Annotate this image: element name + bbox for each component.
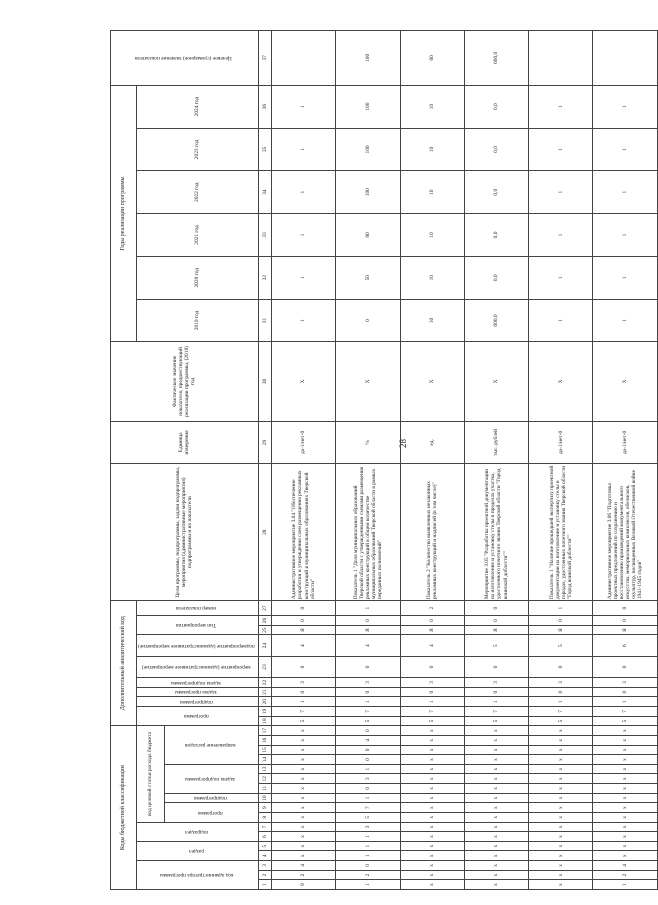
code-cell: х bbox=[593, 841, 657, 851]
code-cell: х bbox=[400, 870, 464, 880]
code-cell: 3 bbox=[593, 678, 657, 688]
col-number: 20 bbox=[258, 697, 271, 707]
code-cell: х bbox=[400, 813, 464, 823]
code-cell: 1 bbox=[529, 697, 593, 707]
year-value-cell: 1 bbox=[529, 128, 593, 171]
code-cell: 7 bbox=[593, 707, 657, 717]
year-value-cell: 1 bbox=[271, 85, 335, 128]
code-cell: х bbox=[529, 745, 593, 755]
code-cell: 0 bbox=[336, 784, 400, 794]
code-cell: 4 bbox=[336, 736, 400, 746]
code-cell: х bbox=[593, 851, 657, 861]
code-cell: 2 bbox=[593, 870, 657, 880]
code-cell: х bbox=[464, 870, 528, 880]
code-cell: х bbox=[400, 841, 464, 851]
section-header: раздел bbox=[188, 848, 204, 855]
code-cell: 9 bbox=[271, 880, 335, 890]
code-cell: х bbox=[400, 784, 464, 794]
code-cell: х bbox=[464, 726, 528, 736]
col-number: 23 bbox=[258, 656, 271, 677]
code-cell: х bbox=[464, 755, 528, 765]
code-cell: 3 bbox=[336, 822, 400, 832]
target-value-cell bbox=[593, 31, 657, 86]
code-cell: х bbox=[464, 861, 528, 871]
col-number: 21 bbox=[258, 687, 271, 697]
code-cell: х bbox=[529, 861, 593, 871]
code-cell: х bbox=[464, 745, 528, 755]
code-cell: х bbox=[529, 880, 593, 890]
code-cell: х bbox=[593, 793, 657, 803]
code-cell: 4 bbox=[271, 861, 335, 871]
code-cell: х bbox=[271, 736, 335, 746]
year-value-cell: 1 bbox=[593, 85, 657, 128]
col-number: 12 bbox=[258, 774, 271, 784]
add-task-program-header: задача программы bbox=[175, 689, 218, 696]
code-cell: х bbox=[593, 774, 657, 784]
subsection-header: подраздел bbox=[184, 828, 208, 835]
code-cell: х bbox=[593, 755, 657, 765]
col-number: 2 bbox=[258, 870, 271, 880]
add-task-subprogram-header: задача подпрограммы bbox=[171, 679, 222, 686]
row-description: Административное мероприятие 3.04 "Обеспечение разработки и утверждения схем размещения рекламных конструкций в муниципальных образованиях Тверской области" bbox=[271, 464, 335, 601]
code-cell: 4 bbox=[400, 635, 464, 656]
code-cell: 4 bbox=[336, 635, 400, 656]
code-cell: х bbox=[593, 803, 657, 813]
code-cell: х bbox=[464, 803, 528, 813]
year-value-cell: 0,0 bbox=[464, 128, 528, 171]
code-cell: 0 bbox=[529, 687, 593, 697]
code-cell: 5 bbox=[336, 716, 400, 726]
col-number: 19 bbox=[258, 707, 271, 717]
col-number: 4 bbox=[258, 851, 271, 861]
year-value-cell: 1 bbox=[529, 299, 593, 342]
year-value-cell: 1 bbox=[271, 171, 335, 214]
year-value-cell: 10 bbox=[400, 214, 464, 257]
budget-codes-header: Коды бюджетной классификации bbox=[111, 726, 137, 890]
year-value-cell: 0,0 bbox=[464, 256, 528, 299]
code-cell: х bbox=[593, 832, 657, 842]
code-cell: 0 bbox=[336, 861, 400, 871]
actual-value-cell: Х bbox=[336, 342, 400, 421]
code-cell: 3 bbox=[271, 678, 335, 688]
code-cell: 1 bbox=[336, 793, 400, 803]
col-number: 26 bbox=[258, 616, 271, 626]
code-cell: х bbox=[529, 803, 593, 813]
unit-cell: % bbox=[336, 421, 400, 464]
code-cell: х bbox=[464, 764, 528, 774]
code-cell: 0 bbox=[336, 745, 400, 755]
code-cell: х bbox=[400, 755, 464, 765]
year-value-cell: 1 bbox=[529, 85, 593, 128]
code-cell: х bbox=[529, 870, 593, 880]
target-value-cell bbox=[529, 31, 593, 86]
add-indicator-number-header: номер показателя bbox=[176, 605, 217, 612]
code-cell: 3 bbox=[336, 774, 400, 784]
code-cell: 0 bbox=[464, 687, 528, 697]
col-number: 7 bbox=[258, 822, 271, 832]
code-cell: 0 bbox=[593, 601, 657, 616]
code-cell: 1 bbox=[336, 764, 400, 774]
code-cell: х bbox=[271, 755, 335, 765]
target-value-cell: 60 bbox=[400, 31, 464, 86]
add-subprogram-header: подпрограмма bbox=[179, 698, 213, 705]
code-cell: 0 bbox=[529, 616, 593, 626]
year-value-cell: 1 bbox=[593, 128, 657, 171]
year-value-cell: 1 bbox=[529, 171, 593, 214]
target-value-cell bbox=[271, 31, 335, 86]
table-row bbox=[336, 31, 400, 890]
add-program-header: программа bbox=[184, 713, 209, 720]
row-description: Показатель 1 "Наличие прошедшей экспертизу проектной документации на изготовление и установку стелы в городах, удостоенных почетного звания Тверской области "Город воинской доблести"" bbox=[529, 464, 593, 601]
row-description: Показатель 1 "Доля муниципальных образований Тверской области с утвержденными схемами размещения рекламных конструкций в общем количестве муниципальных образований Тверской области в рамках переданных полномочий" bbox=[336, 464, 400, 601]
additional-code-header: Дополнительный аналитический код bbox=[111, 601, 137, 726]
code-cell: х bbox=[400, 822, 464, 832]
code-cell: Я bbox=[464, 625, 528, 635]
code-cell: 1 bbox=[336, 880, 400, 890]
code-cell: х bbox=[464, 774, 528, 784]
code-cell: х bbox=[464, 880, 528, 890]
year-value-cell: 1 bbox=[593, 256, 657, 299]
code-cell: 7 bbox=[400, 707, 464, 717]
code-cell: 1 bbox=[464, 697, 528, 707]
code-cell: 0 bbox=[529, 656, 593, 677]
code-cell: Я bbox=[336, 625, 400, 635]
code-cell: 0 bbox=[336, 755, 400, 765]
code-cell: х bbox=[529, 851, 593, 861]
code-cell: 1 bbox=[336, 697, 400, 707]
code-cell: х bbox=[529, 726, 593, 736]
code-cell: х bbox=[529, 736, 593, 746]
code-cell: х bbox=[400, 832, 464, 842]
col-number: 31 bbox=[258, 299, 271, 342]
code-cell: х bbox=[271, 784, 335, 794]
code-cell: х bbox=[529, 813, 593, 823]
rotated-sheet bbox=[110, 30, 644, 890]
year-value-cell: 0 bbox=[336, 299, 400, 342]
year-2024-header: 2024 год bbox=[137, 85, 259, 128]
code-cell: х bbox=[400, 745, 464, 755]
code-cell: х bbox=[464, 851, 528, 861]
code-cell: х bbox=[271, 764, 335, 774]
code-cell: 0 bbox=[593, 687, 657, 697]
col-number: 14 bbox=[258, 755, 271, 765]
code-cell: х bbox=[464, 784, 528, 794]
code-cell: 5 bbox=[529, 635, 593, 656]
code-cell: 1 bbox=[593, 880, 657, 890]
year-2022-header: 2022 год bbox=[137, 171, 259, 214]
code-cell: 1 bbox=[529, 601, 593, 616]
table-body bbox=[271, 31, 657, 890]
year-value-cell: 100 bbox=[336, 85, 400, 128]
target-value-cell: 100 bbox=[336, 31, 400, 86]
code-cell: х bbox=[593, 764, 657, 774]
code-cell: 3 bbox=[400, 678, 464, 688]
col-number: 15 bbox=[258, 745, 271, 755]
code-cell: 7 bbox=[271, 707, 335, 717]
code-cell: 0 bbox=[336, 726, 400, 736]
col-number: 3 bbox=[258, 861, 271, 871]
year-value-cell: 1 bbox=[271, 214, 335, 257]
code-cell: х bbox=[464, 813, 528, 823]
col-number: 27 bbox=[258, 601, 271, 616]
col-number: 32 bbox=[258, 256, 271, 299]
code-cell: 2 bbox=[336, 870, 400, 880]
target-header: Целевое (суммарное) значение показателя bbox=[135, 54, 232, 61]
code-cell: 5 bbox=[271, 716, 335, 726]
col-number: 16 bbox=[258, 736, 271, 746]
code-cell: 5 bbox=[336, 813, 400, 823]
code-cell: 0 bbox=[336, 687, 400, 697]
code-cell: х bbox=[464, 793, 528, 803]
code-cell: 0 bbox=[336, 616, 400, 626]
year-value-cell: 1 bbox=[593, 171, 657, 214]
col-number: 30 bbox=[258, 342, 271, 421]
col-number: 36 bbox=[258, 85, 271, 128]
expense-direction-header: направление расходов bbox=[184, 742, 236, 749]
code-cell: х bbox=[529, 755, 593, 765]
col-number: 28 bbox=[258, 464, 271, 601]
row-description: Административное мероприятие 3.06 "Подготовка проектных предложений по сохранению и восстановлению произведений монументального искусства, мемориальных комплексов, обелисков, скульптур, посвященных Великой Отечественной войне 1941-1945 годов" bbox=[593, 464, 657, 601]
unit-cell: да-1/нет-0 bbox=[593, 421, 657, 464]
code-cell: х bbox=[271, 822, 335, 832]
code-cell: х bbox=[271, 832, 335, 842]
table-row bbox=[400, 31, 464, 890]
row-description: Мероприятие 3.05 "Разработка проектной документации на изготовление и установку стелы в пределах участка, удостоенного почетного звания Тверской области "Город воинской доблести"" bbox=[464, 464, 528, 601]
code-cell: 5 bbox=[464, 716, 528, 726]
row-description: Показатель 2 "Количество выявленных незаконных рекламных конструкций и надписей (в том числе)" bbox=[400, 464, 464, 601]
code-cell: 3 bbox=[529, 678, 593, 688]
actual-value-cell: Х bbox=[593, 342, 657, 421]
unit-cell: ед. bbox=[400, 421, 464, 464]
code-cell: 7 bbox=[336, 707, 400, 717]
year-value-cell: 1 bbox=[271, 256, 335, 299]
code-cell: х bbox=[593, 813, 657, 823]
code-cell: х bbox=[400, 774, 464, 784]
program-header: программа bbox=[197, 809, 223, 816]
code-cell: х bbox=[271, 726, 335, 736]
code-cell: 0 bbox=[400, 687, 464, 697]
code-cell: 2 bbox=[271, 870, 335, 880]
year-2019-header: 2019 год bbox=[137, 299, 259, 342]
years-header: Годы реализации программы bbox=[111, 85, 137, 342]
subprogram-header: подпрограмма bbox=[193, 795, 227, 802]
year-2023-header: 2023 год bbox=[137, 128, 259, 171]
code-cell: 5 bbox=[593, 716, 657, 726]
code-cell: 3 bbox=[336, 678, 400, 688]
code-cell: х bbox=[529, 764, 593, 774]
code-cell: х bbox=[400, 726, 464, 736]
col-number: 10 bbox=[258, 793, 271, 803]
year-value-cell: 80 bbox=[336, 214, 400, 257]
col-number: 5 bbox=[258, 841, 271, 851]
code-cell: 0 bbox=[400, 616, 464, 626]
code-cell: х bbox=[529, 822, 593, 832]
column-number-row bbox=[258, 31, 271, 890]
year-value-cell: 10 bbox=[400, 256, 464, 299]
year-value-cell: 1 bbox=[593, 214, 657, 257]
col-number: 25 bbox=[258, 625, 271, 635]
code-cell: 0 bbox=[271, 656, 335, 677]
unit-cell: да-1/нет-0 bbox=[271, 421, 335, 464]
col-number: 17 bbox=[258, 726, 271, 736]
code-cell: 1 bbox=[271, 697, 335, 707]
code-cell: х bbox=[593, 745, 657, 755]
year-value-cell: 600,0 bbox=[464, 299, 528, 342]
code-cell: х bbox=[400, 851, 464, 861]
code-cell: х bbox=[529, 793, 593, 803]
table-row bbox=[529, 31, 593, 890]
code-cell: х bbox=[271, 774, 335, 784]
year-value-cell: 0,0 bbox=[464, 85, 528, 128]
year-value-cell: 10 bbox=[400, 299, 464, 342]
code-cell: х bbox=[464, 736, 528, 746]
code-cell: х bbox=[400, 793, 464, 803]
col-number: 35 bbox=[258, 128, 271, 171]
code-cell: х bbox=[271, 841, 335, 851]
target-article-header: код целевой статьи расхода бюджета bbox=[137, 726, 165, 822]
code-cell: 0 bbox=[464, 601, 528, 616]
code-cell: х bbox=[400, 764, 464, 774]
code-cell: 0 bbox=[271, 616, 335, 626]
actual-value-cell: Х bbox=[529, 342, 593, 421]
admin-code-header: код администратора программы bbox=[159, 872, 234, 879]
code-cell: Я bbox=[271, 625, 335, 635]
year-value-cell: 1 bbox=[529, 214, 593, 257]
code-cell: 0 bbox=[336, 656, 400, 677]
col-number: 1 bbox=[258, 880, 271, 890]
table-row bbox=[464, 31, 528, 890]
col-number: 29 bbox=[258, 421, 271, 464]
code-cell: 1 bbox=[336, 851, 400, 861]
year-value-cell: 1 bbox=[271, 299, 335, 342]
year-2020-header: 2020 год bbox=[137, 256, 259, 299]
code-cell: х bbox=[400, 736, 464, 746]
col-number: 33 bbox=[258, 214, 271, 257]
code-cell: 7 bbox=[336, 803, 400, 813]
col-number: 9 bbox=[258, 803, 271, 813]
actual-value-cell: Х bbox=[464, 342, 528, 421]
year-value-cell: 10 bbox=[400, 128, 464, 171]
col-number: 13 bbox=[258, 764, 271, 774]
code-cell: х bbox=[529, 841, 593, 851]
code-cell: х bbox=[593, 822, 657, 832]
code-cell: х bbox=[593, 736, 657, 746]
code-cell: 0 bbox=[400, 656, 464, 677]
code-cell: 3 bbox=[464, 678, 528, 688]
code-cell: Я bbox=[593, 625, 657, 635]
code-cell: х bbox=[593, 726, 657, 736]
code-cell: 5 bbox=[464, 635, 528, 656]
code-cell: 0 bbox=[271, 687, 335, 697]
code-cell: 5 bbox=[529, 716, 593, 726]
code-cell: 7 bbox=[464, 707, 528, 717]
year-2021-header: 2021 год bbox=[137, 214, 259, 257]
col-number: 37 bbox=[258, 31, 271, 86]
col-number: 22 bbox=[258, 678, 271, 688]
code-cell: х bbox=[464, 841, 528, 851]
code-cell: х bbox=[271, 851, 335, 861]
table-row bbox=[593, 31, 657, 890]
year-value-cell: 0,0 bbox=[464, 214, 528, 257]
program-indicator-table bbox=[110, 30, 658, 890]
year-value-cell: 1 bbox=[271, 128, 335, 171]
col-number: 6 bbox=[258, 832, 271, 842]
code-cell: Я bbox=[529, 625, 593, 635]
table-row bbox=[271, 31, 335, 890]
code-cell: х bbox=[464, 822, 528, 832]
year-value-cell: 1 bbox=[593, 299, 657, 342]
code-cell: х bbox=[271, 745, 335, 755]
add-event-type-header: Тип мероприятия bbox=[176, 622, 217, 629]
unit-cell: тыс. рублей bbox=[464, 421, 528, 464]
code-cell: 1 bbox=[336, 832, 400, 842]
code-cell: 4 bbox=[593, 861, 657, 871]
code-cell: 0 bbox=[271, 601, 335, 616]
code-cell: 6 bbox=[593, 635, 657, 656]
code-cell: х bbox=[271, 813, 335, 823]
code-cell: Я bbox=[400, 625, 464, 635]
code-cell: 5 bbox=[400, 716, 464, 726]
code-cell: 7 bbox=[529, 707, 593, 717]
code-cell: х bbox=[271, 793, 335, 803]
year-value-cell: 100 bbox=[336, 171, 400, 214]
code-cell: 0 bbox=[464, 656, 528, 677]
goals-header: Цели программы, подпрограммы, задачи подпрограммы, мероприятия (административные мероприятия) подпрограммы и их показатели bbox=[111, 464, 259, 601]
code-cell: 4 bbox=[271, 635, 335, 656]
code-cell: 1 bbox=[593, 697, 657, 707]
code-cell: 0 bbox=[593, 616, 657, 626]
col-number: 11 bbox=[258, 784, 271, 794]
year-value-cell: 50 bbox=[336, 256, 400, 299]
code-cell: 0 bbox=[593, 656, 657, 677]
col-number: 18 bbox=[258, 716, 271, 726]
year-value-cell: 0,0 bbox=[464, 171, 528, 214]
code-cell: 0 bbox=[464, 616, 528, 626]
actual-value-cell: Х bbox=[400, 342, 464, 421]
code-cell: х bbox=[400, 880, 464, 890]
page-number: 28 bbox=[398, 439, 408, 448]
col-number: 24 bbox=[258, 635, 271, 656]
unit-header: Единица измерения bbox=[111, 421, 259, 464]
code-cell: х bbox=[464, 832, 528, 842]
unit-cell: да-1/нет-0 bbox=[529, 421, 593, 464]
code-cell: х bbox=[529, 784, 593, 794]
year-value-cell: 10 bbox=[400, 171, 464, 214]
code-cell: х bbox=[529, 832, 593, 842]
add-event-header: мероприятие (административное мероприятие) bbox=[142, 664, 251, 671]
code-cell: х bbox=[400, 861, 464, 871]
code-cell: 1 bbox=[400, 697, 464, 707]
actual-value-cell: Х bbox=[271, 342, 335, 421]
col-number: 34 bbox=[258, 171, 271, 214]
code-cell: 1 bbox=[336, 601, 400, 616]
code-cell: 2 bbox=[400, 601, 464, 616]
code-cell: х bbox=[271, 803, 335, 813]
col-number: 8 bbox=[258, 813, 271, 823]
code-cell: х bbox=[400, 803, 464, 813]
actual-value-header: Фактическое значение показателя, предшествующий реализации программы, (2018) год bbox=[111, 342, 259, 421]
code-cell: 1 bbox=[336, 841, 400, 851]
task-header: задача подпрограммы bbox=[185, 775, 236, 782]
code-cell: х bbox=[529, 774, 593, 784]
year-value-cell: 10 bbox=[400, 85, 464, 128]
code-cell: х bbox=[593, 784, 657, 794]
year-value-cell: 100 bbox=[336, 128, 400, 171]
target-value-cell: 600,0 bbox=[464, 31, 528, 86]
add-subevent-header: подмероприятие (административное мероприятие) bbox=[138, 642, 255, 649]
year-value-cell: 1 bbox=[529, 256, 593, 299]
